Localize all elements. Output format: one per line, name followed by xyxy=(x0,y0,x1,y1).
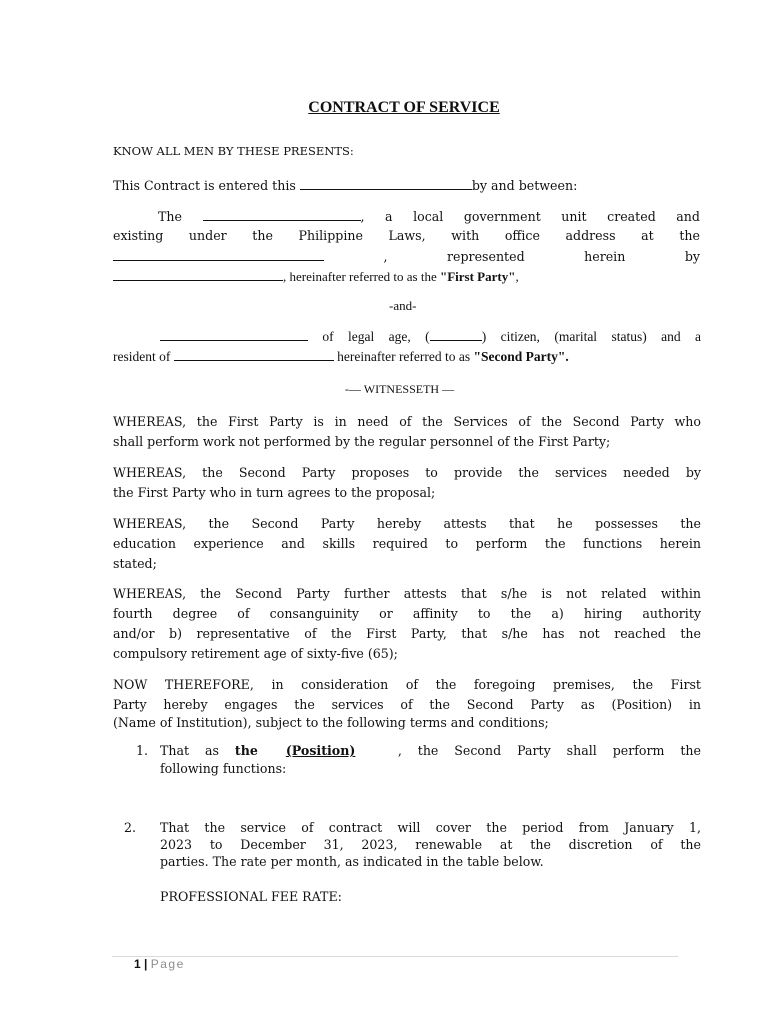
professional-fee-heading: PROFESSIONAL FEE RATE: xyxy=(160,889,342,904)
position-field xyxy=(274,743,398,759)
first-party-label: "First Party" xyxy=(440,269,516,284)
second-party-label: "Second Party". xyxy=(473,349,569,364)
item-2-line-2: 2023 to December 31, 2023, renewable at the discretion of the xyxy=(160,837,701,852)
first-party-text-4: , hereinafter referred to as the xyxy=(283,269,440,284)
intro-line xyxy=(113,177,577,194)
now-therefore-line-3: (Name of Institution), subject to the following terms and conditions; xyxy=(113,715,549,730)
lgu-name-blank xyxy=(203,208,361,221)
second-party-text-3: hereinafter referred to as xyxy=(333,349,474,364)
whereas-4-line-1: WHEREAS, the Second Party further attests that s/he is not related within xyxy=(113,586,701,601)
item-2-line-1: That the service of contract will cover the period from January 1, xyxy=(160,820,701,835)
whereas-2-line-1: WHEREAS, the Second Party proposes to provide the services needed by xyxy=(113,465,701,480)
page-label: Page xyxy=(150,957,185,971)
whereas-1-line-1: WHEREAS, the First Party is in need of the Services of the Second Party who xyxy=(113,414,701,429)
know-all-heading: KNOW ALL MEN BY THESE PRESENTS: xyxy=(113,144,354,158)
first-party-line-3 xyxy=(113,248,700,265)
first-party-line-2: existing under the Philippine Laws, with office address at the xyxy=(113,228,700,243)
intro-text-b: by and between: xyxy=(471,178,578,193)
second-party-text-2: ) citizen, (marital status) and a xyxy=(481,329,701,344)
the-word: The xyxy=(158,209,182,224)
representative-blank xyxy=(113,268,283,281)
footer-rule xyxy=(112,956,678,957)
first-party-line-1 xyxy=(113,208,700,225)
date-blank xyxy=(300,177,472,190)
item-1-text-a: That as xyxy=(160,743,235,758)
residence-blank xyxy=(174,348,334,361)
intro-text-a: This Contract is entered this xyxy=(113,178,296,193)
whereas-4-line-2: fourth degree of consanguinity or affinity to the a) hiring authority xyxy=(113,606,701,621)
second-party-line-2 xyxy=(113,348,569,365)
item-2-line-3: parties. The rate per month, as indicated in the table below. xyxy=(160,854,544,869)
citizenship-blank xyxy=(430,328,482,341)
witnesseth-heading: -— WITNESSETH — xyxy=(345,382,455,396)
and-separator: -and- xyxy=(389,298,417,313)
page-footer xyxy=(134,957,185,971)
resident-of: resident of xyxy=(113,349,174,364)
document-title: CONTRACT OF SERVICE xyxy=(308,99,500,116)
item-2-number: 2. xyxy=(124,820,137,835)
now-therefore-line-2: Party hereby engages the services of the Second Party as (Position) in xyxy=(113,697,701,712)
item-1-line-1 xyxy=(160,743,701,759)
office-address-blank xyxy=(113,248,324,261)
second-party-line-1 xyxy=(160,328,701,345)
now-therefore-line-1: NOW THEREFORE, in consideration of the foregoing premises, the First xyxy=(113,677,701,692)
page-number: 1 xyxy=(134,957,141,971)
whereas-3-line-1: WHEREAS, the Second Party hereby attests that he possesses the xyxy=(113,516,701,531)
position-label: (Position) xyxy=(285,743,356,758)
item-1-text-c: , the Second Party shall perform the xyxy=(397,743,701,758)
whereas-4-line-4: compulsory retirement age of sixty-five (65); xyxy=(113,646,398,661)
second-party-text-1: of legal age, ( xyxy=(308,329,430,344)
name-blank xyxy=(160,328,308,341)
first-party-text-3: , represented herein by xyxy=(383,249,700,264)
whereas-3-line-2: education experience and skills required to perform the functions herein xyxy=(113,536,701,551)
item-1-bold-the: the xyxy=(234,743,258,758)
footer-separator: | xyxy=(144,957,148,971)
whereas-4-line-3: and/or b) representative of the First Party, that s/he has not reached the xyxy=(113,626,701,641)
first-party-line-4 xyxy=(113,268,519,285)
whereas-3-line-3: stated; xyxy=(113,556,157,571)
whereas-1-line-2: shall perform work not performed by the regular personnel of the First Party; xyxy=(113,434,611,449)
first-party-text-1: , a local government unit created and xyxy=(360,209,700,224)
item-1-number: 1. xyxy=(136,743,149,758)
item-1-line-2: following functions: xyxy=(160,761,287,776)
first-party-comma: , xyxy=(515,269,519,284)
whereas-2-line-2: the First Party who in turn agrees to the proposal; xyxy=(113,485,436,500)
